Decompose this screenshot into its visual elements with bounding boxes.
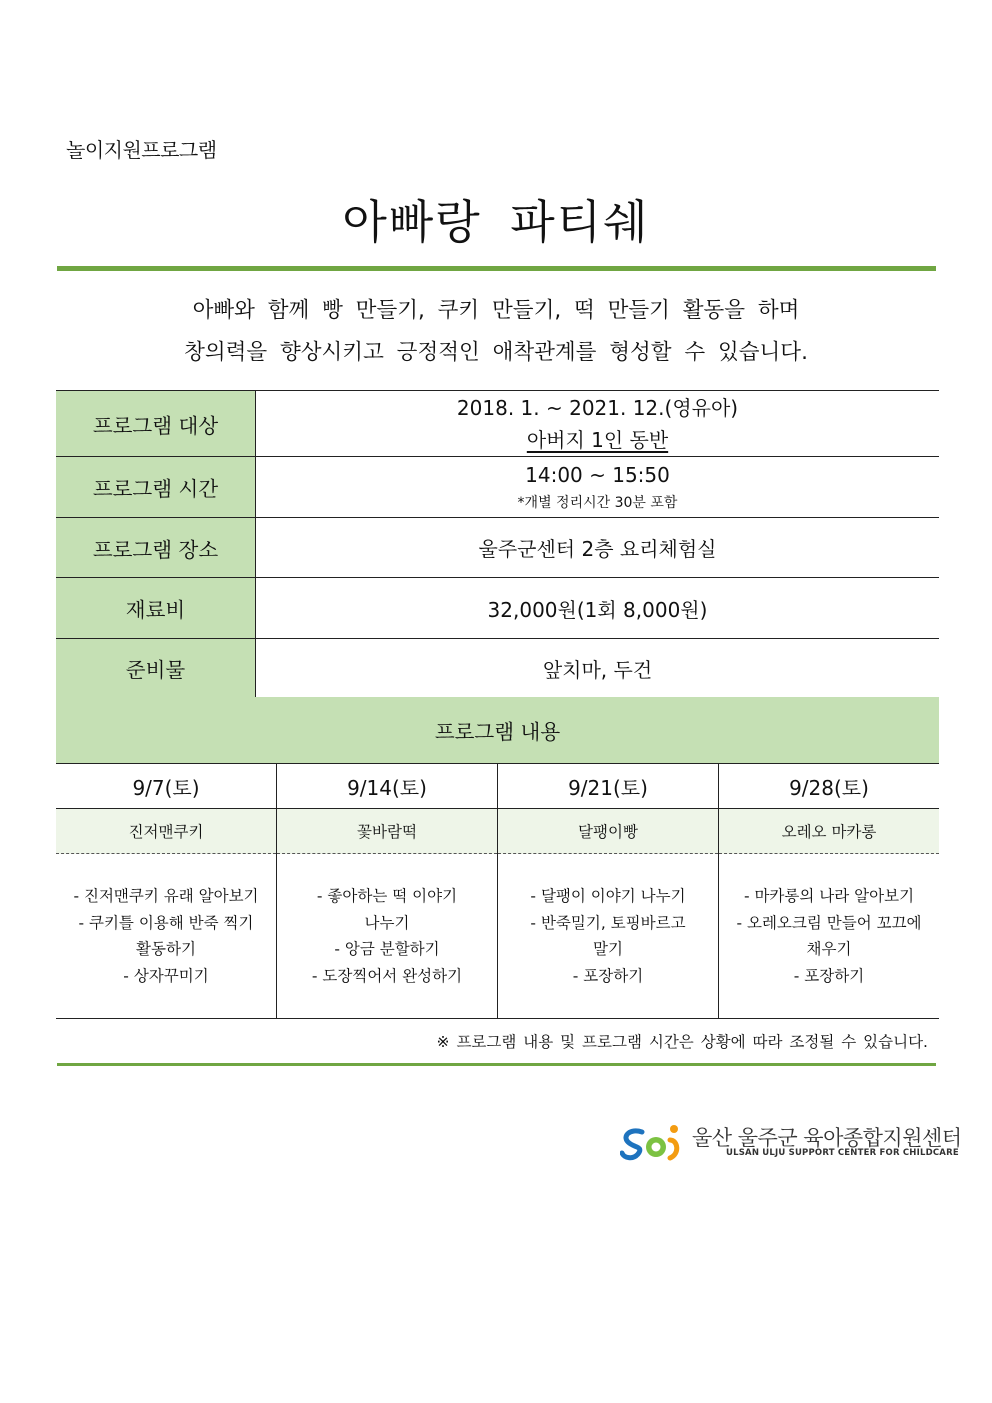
desc-line: - 도장찍어서 완성하기 xyxy=(311,966,463,985)
top-divider xyxy=(57,266,936,271)
time-row xyxy=(56,457,939,518)
session-name-row xyxy=(56,809,939,854)
program-content-table xyxy=(56,697,939,1019)
content-header-row xyxy=(56,697,939,764)
session-desc-row xyxy=(56,854,939,1019)
intro-line: 아빠와 함께 빵 만들기, 쿠키 만들기, 떡 만들기 활동을 하며 xyxy=(192,298,800,323)
bottom-divider xyxy=(57,1063,936,1066)
session-desc xyxy=(56,854,277,1019)
target-label: 프로그램 대상 xyxy=(56,391,256,457)
session-date: 9/7(토) xyxy=(56,764,277,809)
desc-line: - 상자꾸미기 xyxy=(123,966,209,985)
intro-text xyxy=(0,290,992,374)
content-header: 프로그램 내용 xyxy=(56,697,939,764)
fee-label: 재료비 xyxy=(56,578,256,639)
page-title: 아빠랑 파티쉐 xyxy=(342,195,650,249)
session-date: 9/21(토) xyxy=(498,764,719,809)
time-label: 프로그램 시간 xyxy=(56,457,256,518)
desc-line: 말기 xyxy=(593,940,623,958)
target-companion: 아버지 1인 동반 xyxy=(526,427,669,452)
desc-line: - 좋아하는 떡 이야기 xyxy=(316,887,458,905)
place-label: 프로그램 장소 xyxy=(56,518,256,578)
desc-line: - 반죽밀기, 토핑바르고 xyxy=(530,913,686,932)
session-date-row xyxy=(56,764,939,809)
desc-line: - 진저맨쿠키 유래 알아보기 xyxy=(73,887,259,905)
desc-line: - 달팽이 이야기 나누기 xyxy=(530,887,686,905)
desc-line: - 오레오크림 만들어 꼬끄에 xyxy=(736,913,922,932)
desc-line: - 포장하기 xyxy=(572,966,644,985)
center-name-kr: 울산 울주군 육아종합지원센터 xyxy=(692,1126,962,1150)
place-value: 울주군센터 2층 요리체험실 xyxy=(256,518,940,578)
footnote: ※ 프로그램 내용 및 프로그램 시간은 상황에 따라 조정될 수 있습니다. xyxy=(436,1033,928,1051)
prep-row xyxy=(56,639,939,698)
desc-line: - 쿠키틀 이용해 반죽 찍기 xyxy=(78,913,254,932)
target-value xyxy=(256,391,940,457)
fee-value: 32,000원(1회 8,000원) xyxy=(256,578,940,639)
center-logo-icon xyxy=(620,1120,684,1164)
session-name: 달팽이빵 xyxy=(498,809,719,854)
desc-line: 나누기 xyxy=(364,913,410,932)
session-date: 9/28(토) xyxy=(719,764,940,809)
session-date: 9/14(토) xyxy=(277,764,498,809)
time-value xyxy=(256,457,940,518)
desc-line: - 포장하기 xyxy=(793,966,865,985)
session-desc xyxy=(277,854,498,1019)
prep-label: 준비물 xyxy=(56,639,256,698)
time-note: *개별 정리시간 30분 포함 xyxy=(517,495,678,511)
prep-value: 앞치마, 두건 xyxy=(256,639,940,698)
program-info-table xyxy=(56,390,939,698)
desc-line: - 마카롱의 나라 알아보기 xyxy=(743,887,915,905)
session-name: 꽃바람떡 xyxy=(277,809,498,854)
session-desc xyxy=(498,854,719,1019)
desc-line: - 앙금 분할하기 xyxy=(334,940,440,958)
place-row xyxy=(56,518,939,578)
desc-line: 채우기 xyxy=(806,940,852,958)
time-range: 14:00 ~ 15:50 xyxy=(525,463,670,487)
fee-row xyxy=(56,578,939,639)
target-period: 2018. 1. ~ 2021. 12.(영유아) xyxy=(456,395,739,420)
intro-line: 창의력을 향상시키고 긍정적인 애착관계를 형성할 수 있습니다. xyxy=(184,340,808,365)
program-category: 놀이지원프로그램 xyxy=(66,138,217,162)
center-name-en: ULSAN ULJU SUPPORT CENTER FOR CHILDCARE xyxy=(726,1148,959,1158)
target-row xyxy=(56,391,939,457)
session-desc xyxy=(719,854,940,1019)
desc-line: 활동하기 xyxy=(136,940,196,958)
session-name: 오레오 마카롱 xyxy=(719,809,940,854)
session-name: 진저맨쿠키 xyxy=(56,809,277,854)
center-logo xyxy=(620,1120,962,1164)
